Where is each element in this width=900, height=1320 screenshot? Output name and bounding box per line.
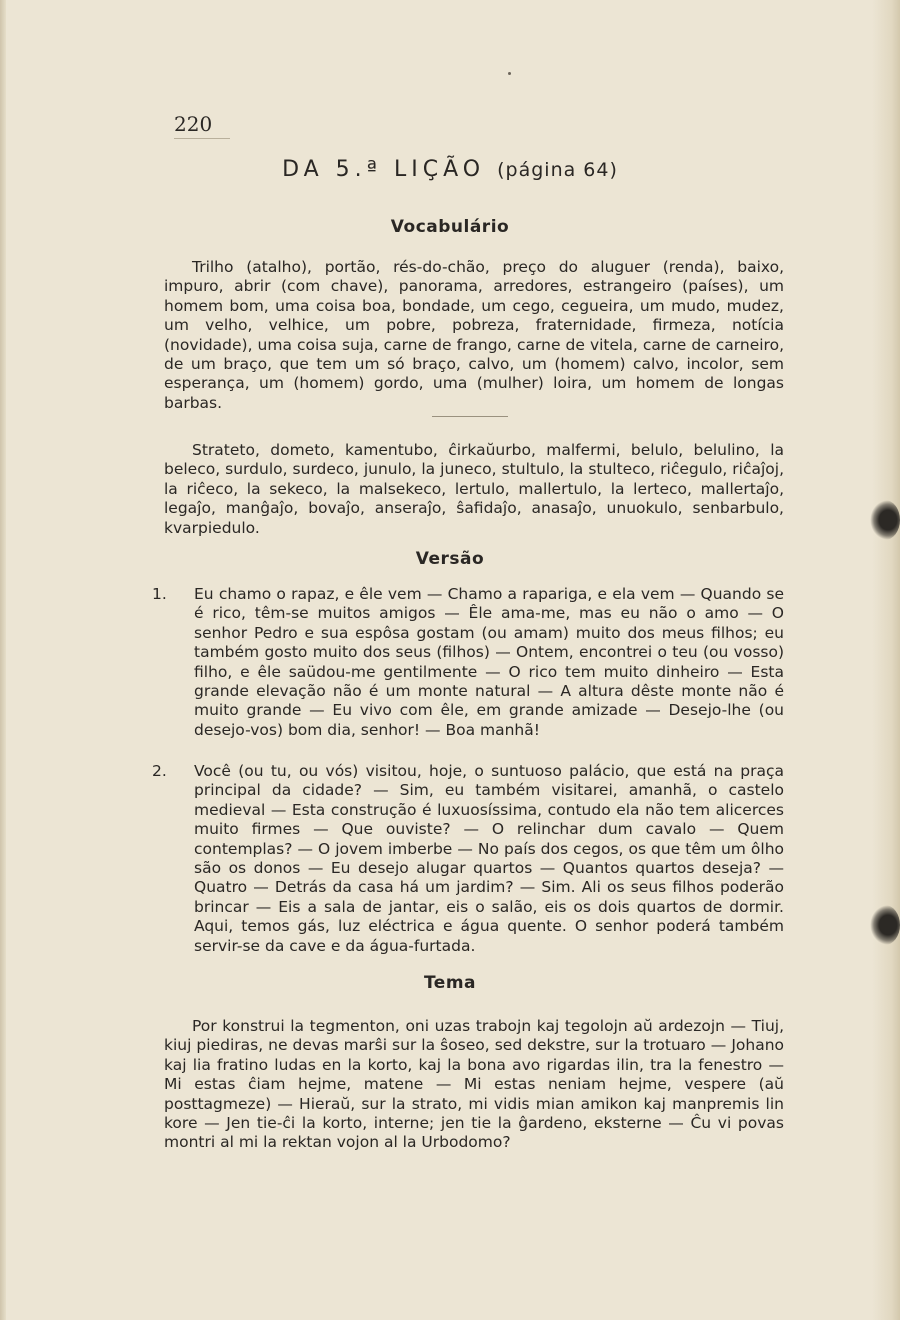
paper-speck <box>508 72 511 75</box>
exercise-number-2: 2. <box>152 762 167 780</box>
exercise-paragraph-1: Eu chamo o rapaz, e êle vem — Chamo a rapariga, e ela vem — Quando se é rico, têm-se muitos amigos — Êle ama-me, mas eu não o amo — O senhor Pedro e sua espôsa gostam (ou amam) muito dos meus filhos; eu também gosto muito dos seus (filhos) — Ontem, encontrei o teu (ou vosso) filho, e êle saüdou-me gentilmente — O rico tem muito dinheiro — Esta grande elevação não é um monte natural — A altura dêste monte não é muito grande — Eu vivo com êle, em grande amizade — Desejo-lhe (ou desejo-vos) bom dia, senhor! — Boa manhã! <box>194 585 784 739</box>
exercise-paragraph-2: Você (ou tu, ou vós) visitou, hoje, o suntuoso palácio, que está na praça principal da cidade? — Sim, eu também visitarei, amanhã, o castelo medieval — Esta construção é luxuosíssima, contudo ela não tem alicerces muito firmes — Que ouviste? — O relinchar dum cavalo — Quem contemplas? — O jovem imberbe — No país dos cegos, os que têm um ôlho são os donos — Eu desejo alugar quartos — Quantos quartos deseja? — Quatro — Detrás da casa há um jardim? — Sim. Ali os seus filhos poderão brincar — Eis a sala de jantar, eis o salão, eis os dois quartos de dormir. Aqui, temos gás, luz eléctrica e água quente. O senhor poderá também servir-se da cave e da água-furtada. <box>194 762 784 955</box>
page-right-edge <box>872 0 900 1320</box>
chapter-title-main: DA 5.ª LIÇÃO <box>282 157 486 182</box>
exercise-number-1: 1. <box>152 585 167 603</box>
page-number: 220 <box>174 112 213 136</box>
section-separator-rule <box>432 416 508 417</box>
binding-hole-mark <box>870 500 900 540</box>
chapter-title-ref: (página 64) <box>497 159 618 181</box>
section-heading-tema: Tema <box>423 973 477 993</box>
binding-hole-mark <box>870 905 900 945</box>
vocabulary-paragraph-esperanto: Strateto, dometo, kamentubo, ĉirkaŭurbo, malfermi, belulo, belulino, la beleco, surdulo, surdeco, junulo, la juneco, stultulo, la stulteco, riĉegulo, riĉaĵoj, la riĉeco, la sekeco, la malsekeco, lertulo, mallertulo, la lerteco, mallertaĵo, legaĵo, manĝaĵo, bovaĵo, anseraĵo, ŝafidaĵo, anasaĵo, unuokulo, senbarbulo, kvarpiedulo. <box>164 441 784 537</box>
section-heading-versao: Versão <box>415 549 485 569</box>
chapter-title <box>0 156 900 184</box>
theme-paragraph: Por konstrui la tegmenton, oni uzas trabojn kaj tegolojn aŭ ardezojn — Tiuj, kiuj piediras, ne devas marŝi sur la ŝoseo, sed dekstre, sur la trotuaro — Johano kaj lia fratino ludas en la korto, kaj la bona avo rigardas ilin, tra la fenestro — Mi estas ĉiam hejme, matene — Mi estas neniam hejme, vespere (aŭ posttagmeze) — Hieraŭ, sur la strato, mi vidis mian amikon kaj manpremis lin kore — Jen tie-ĉi la korto, interne; jen tie la ĝardeno, eksterne — Ĉu vi povas montri al mi la rektan vojon al la Urbodomo? <box>164 1017 784 1152</box>
page-number-rule <box>174 138 230 139</box>
vocabulary-paragraph-portuguese: Trilho (atalho), portão, rés-do-chão, preço do aluguer (renda), baixo, impuro, abrir (com chave), panorama, arredores, estrangeiro (países), um homem bom, uma coisa boa, bondade, um cego, cegueira, um mudo, mudez, um velho, velhice, um pobre, pobreza, fraternidade, firmeza, notícia (novidade), uma coisa suja, carne de frango, carne de vitela, carne de carneiro, de um braço, que tem um só braço, calvo, um (homem) calvo, incolor, sem esperança, um (homem) gordo, uma (mulher) loira, um homem de longas barbas. <box>164 258 784 412</box>
page-left-edge <box>0 0 6 1320</box>
section-heading-vocabulario: Vocabulário <box>390 217 510 237</box>
